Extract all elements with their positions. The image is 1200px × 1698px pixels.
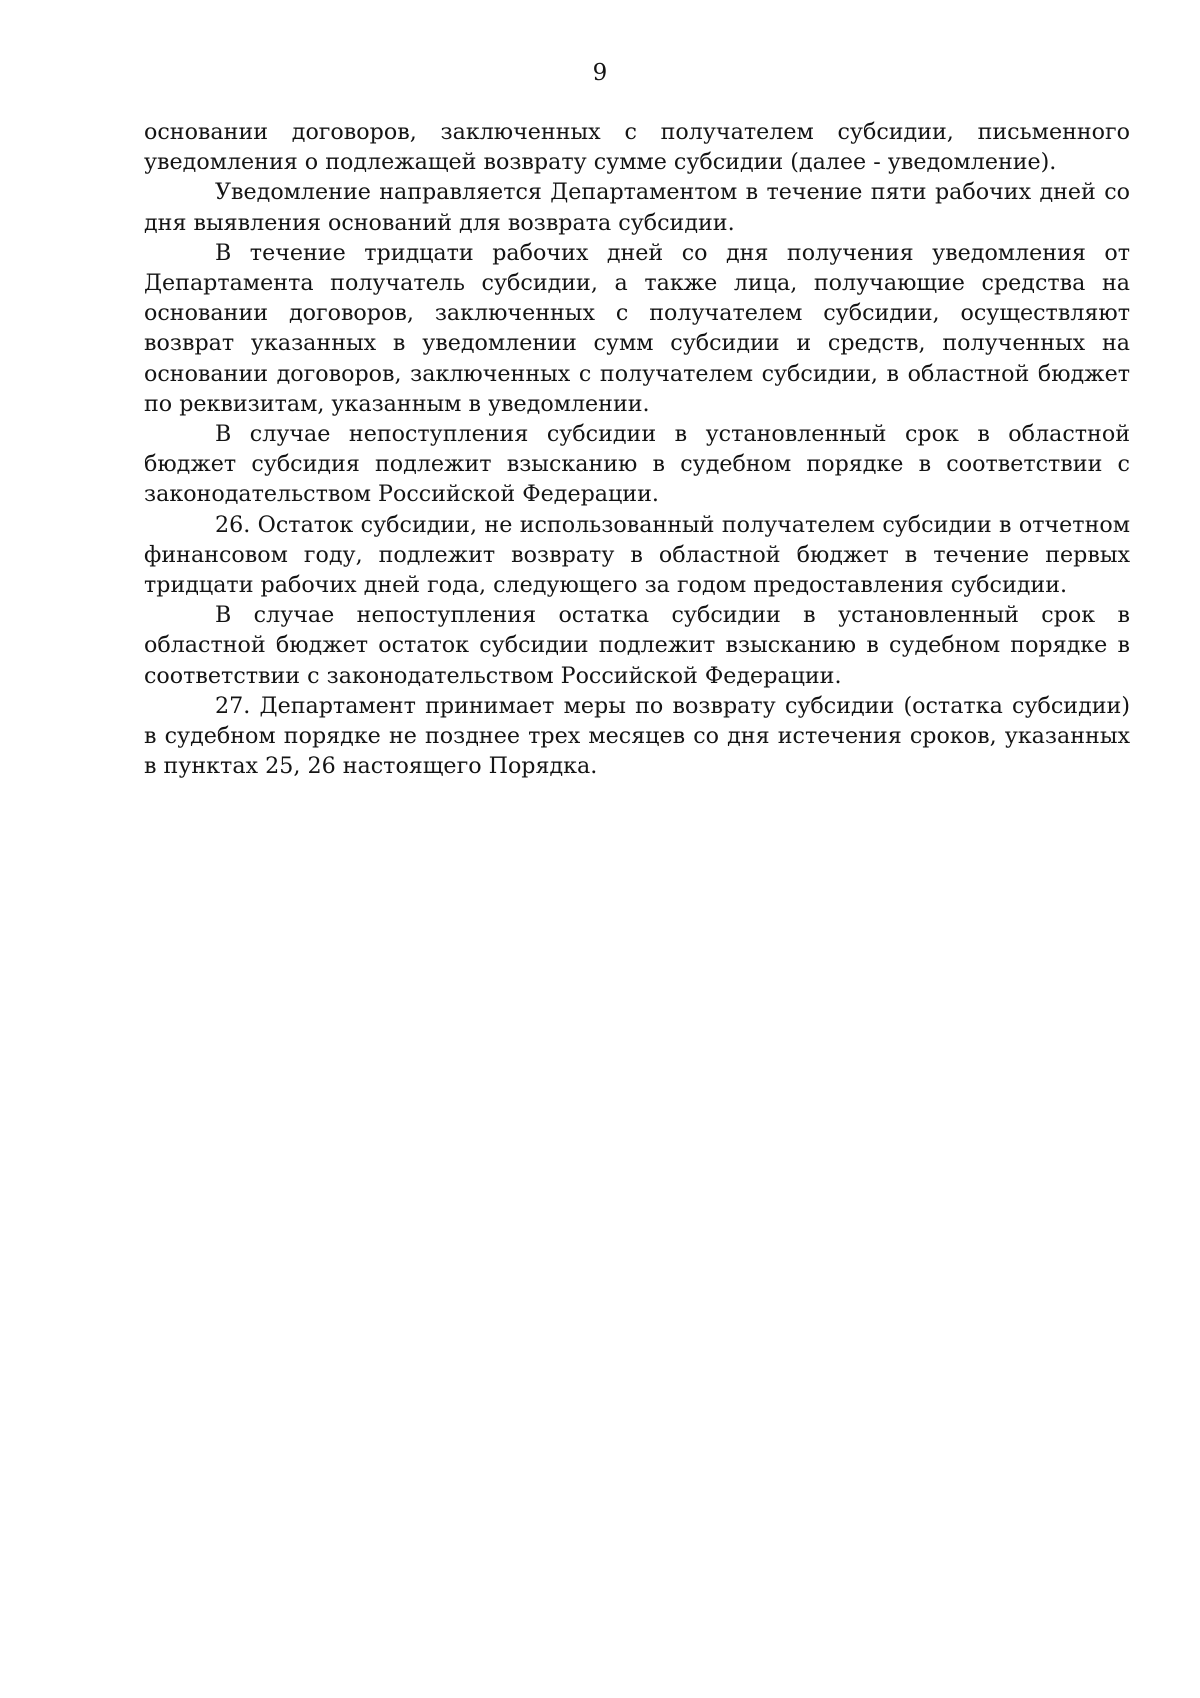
paragraph-notification-deadline: Уведомление направляется Департаментом в течение пяти рабочих дней со дня выявления оснований для возврата субсидии. (144, 179, 1130, 236)
paragraph-continuation: основании договоров, заключенных с получателем субсидии, письменного уведомления о подлежащей возврату сумме субсидии (далее - уведомление). (144, 119, 1130, 176)
paragraph-recovery-remainder: В случае непоступления остатка субсидии в установленный срок в областной бюджет остаток субсидии подлежит взысканию в судебном порядке в соответствии с законодательством Российской Федерации. (144, 602, 1130, 689)
page-number: 9 (592, 60, 608, 86)
paragraph-item-27: 27. Департамент принимает меры по возврату субсидии (остатка субсидии) в судебном порядке не позднее трех месяцев со дня истечения сроков, указанных в пунктах 25, 26 настоящего Порядка. (144, 692, 1130, 780)
paragraph-return-procedure: В течение тридцати рабочих дней со дня получения уведомления от Департамента получатель субсидии, а также лица, получающие средства на основании договоров, заключенных с получателем субсидии, осуществляют возврат указанных в уведомлении сумм субсидии и средств, полученных на основании договоров, заключенных с получателем субсидии, в областной бюджет по реквизитам, указанным в уведомлении. (144, 239, 1130, 417)
paragraph-recovery-subsidy: В случае непоступления субсидии в установленный срок в областной бюджет субсидия подлежит взысканию в судебном порядке в соответствии с законодательством Российской Федерации. (144, 421, 1130, 508)
paragraph-item-26: 26. Остаток субсидии, не использованный получателем субсидии в отчетном финансовом году, подлежит возврату в областной бюджет в течение первых тридцати рабочих дней года, следующего за годом предоставления субсидии. (144, 511, 1130, 599)
document-body (144, 117, 1130, 781)
